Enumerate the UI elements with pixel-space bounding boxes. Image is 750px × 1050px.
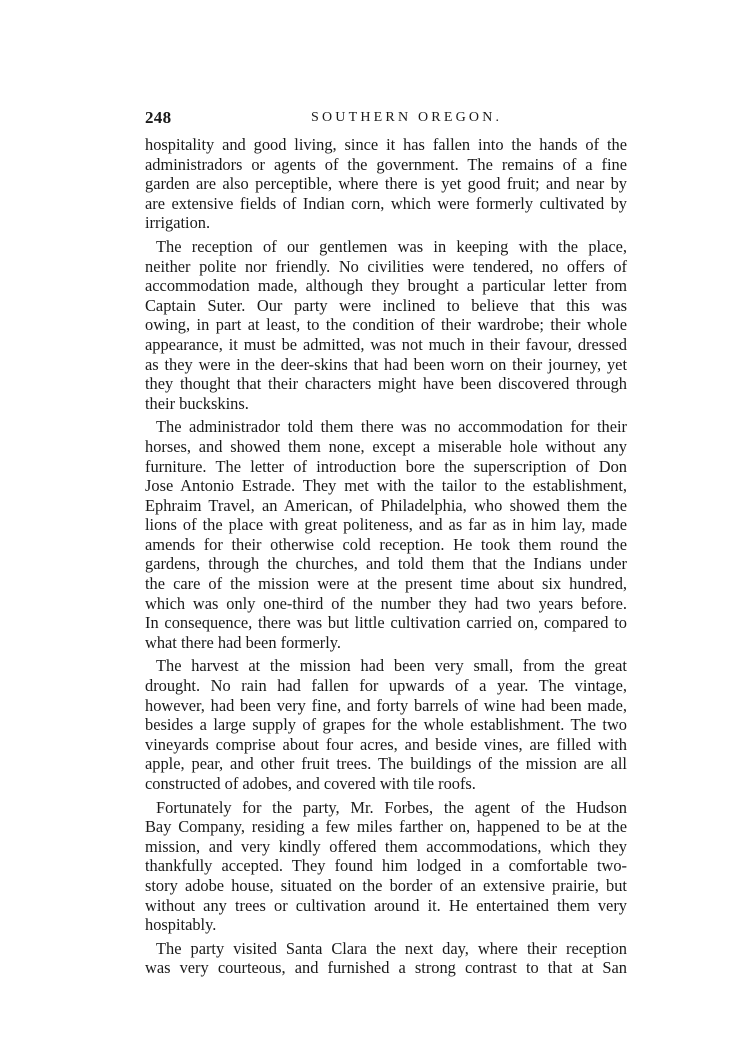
paragraph [145, 135, 627, 233]
text-line: drought. No rain had fallen for upwards of a year. The vintage, [145, 676, 627, 696]
paragraph [145, 939, 627, 978]
text-line: constructed of adobes, and covered with tile roofs. [145, 774, 476, 793]
text-line: are extensive fields of Indian corn, which were formerly cultivated by [145, 193, 627, 213]
text-line: Fortunately for the party, Mr. Forbes, the agent of the Hudson [156, 797, 627, 817]
running-head: SOUTHERN OREGON. [311, 110, 503, 125]
text-line: vineyards comprise about four acres, and beside vines, are filled with [145, 734, 627, 754]
text-line: Ephraim Travel, an American, of Philadelphia, who showed them the [145, 495, 627, 515]
text-line: thankfully accepted. They found him lodged in a comfortable two- [145, 856, 627, 876]
body-text [145, 135, 627, 982]
text-line: irrigation. [145, 213, 211, 233]
text-line: amends for their otherwise cold reception. He took them round the [145, 534, 627, 554]
text-line: hospitably. [145, 915, 217, 935]
text-line: without any trees or cultivation around it. He entertained them very [145, 895, 627, 915]
text-line: accommodation made, although they brought a particular letter from [145, 276, 627, 296]
text-line: The reception of our gentlemen was in keeping with the place, [156, 236, 627, 256]
text-line: the care of the mission were at the present time about six hundred, [145, 574, 627, 594]
text-line: as they were in the deer-skins that had been worn on their journey, yet [145, 354, 627, 374]
text-line: The harvest at the mission had been very small, from the great [156, 656, 627, 676]
page-header [145, 108, 635, 132]
text-line: hospitality and good living, since it has fallen into the hands of the [145, 135, 627, 154]
paragraph [145, 798, 627, 935]
text-line: horses, and showed them none, except a miserable hole without any [145, 436, 627, 456]
text-line: The administrador told them there was no accommodation for their [156, 417, 627, 437]
text-line: was very courteous, and furnished a strong contrast to that at San [145, 958, 627, 978]
text-line: however, had been very fine, and forty barrels of wine had been made, [145, 695, 627, 715]
paragraph [145, 417, 627, 652]
text-line: Captain Suter. Our party were inclined to believe that this was [145, 295, 627, 315]
text-line: Jose Antonio Estrade. They met with the tailor to the establishment, [145, 476, 627, 496]
text-line: appearance, it must be admitted, was not much in their favour, dressed [145, 334, 627, 354]
text-line: they thought that their characters might have been discovered through [145, 374, 627, 394]
text-line: their buckskins. [145, 393, 249, 413]
text-line: gardens, through the churches, and told them that the Indians under [145, 554, 627, 574]
text-line: lions of the place with great politeness, and as far as in him lay, made [145, 515, 627, 535]
text-line: besides a large supply of grapes for the whole establishment. The two [145, 715, 627, 735]
text-line: what there had been formerly. [145, 632, 341, 652]
paragraph [145, 656, 627, 793]
paragraph [145, 237, 627, 413]
text-line: The party visited Santa Clara the next day, where their reception [156, 938, 627, 958]
text-line: story adobe house, situated on the border of an extensive prairie, but [145, 875, 627, 895]
text-line: administradors or agents of the government. The remains of a fine [145, 154, 627, 174]
page-number: 248 [145, 108, 172, 127]
text-line: which was only one-third of the number they had two years before. [145, 593, 627, 613]
text-line: Bay Company, residing a few miles farther on, happened to be at the [145, 817, 627, 837]
text-line: In consequence, there was but little cultivation carried on, compared to [145, 613, 627, 633]
text-line: garden are also perceptible, where there is yet good fruit; and near by [145, 174, 627, 194]
text-line: owing, in part at least, to the condition of their wardrobe; their whole [145, 315, 627, 335]
text-line: apple, pear, and other fruit trees. The buildings of the mission are all [145, 754, 627, 774]
text-line: mission, and very kindly offered them accommodations, which they [145, 836, 627, 856]
text-line: neither polite nor friendly. No civilities were tendered, no offers of [145, 256, 627, 276]
text-line: furniture. The letter of introduction bore the superscription of Don [145, 456, 627, 476]
